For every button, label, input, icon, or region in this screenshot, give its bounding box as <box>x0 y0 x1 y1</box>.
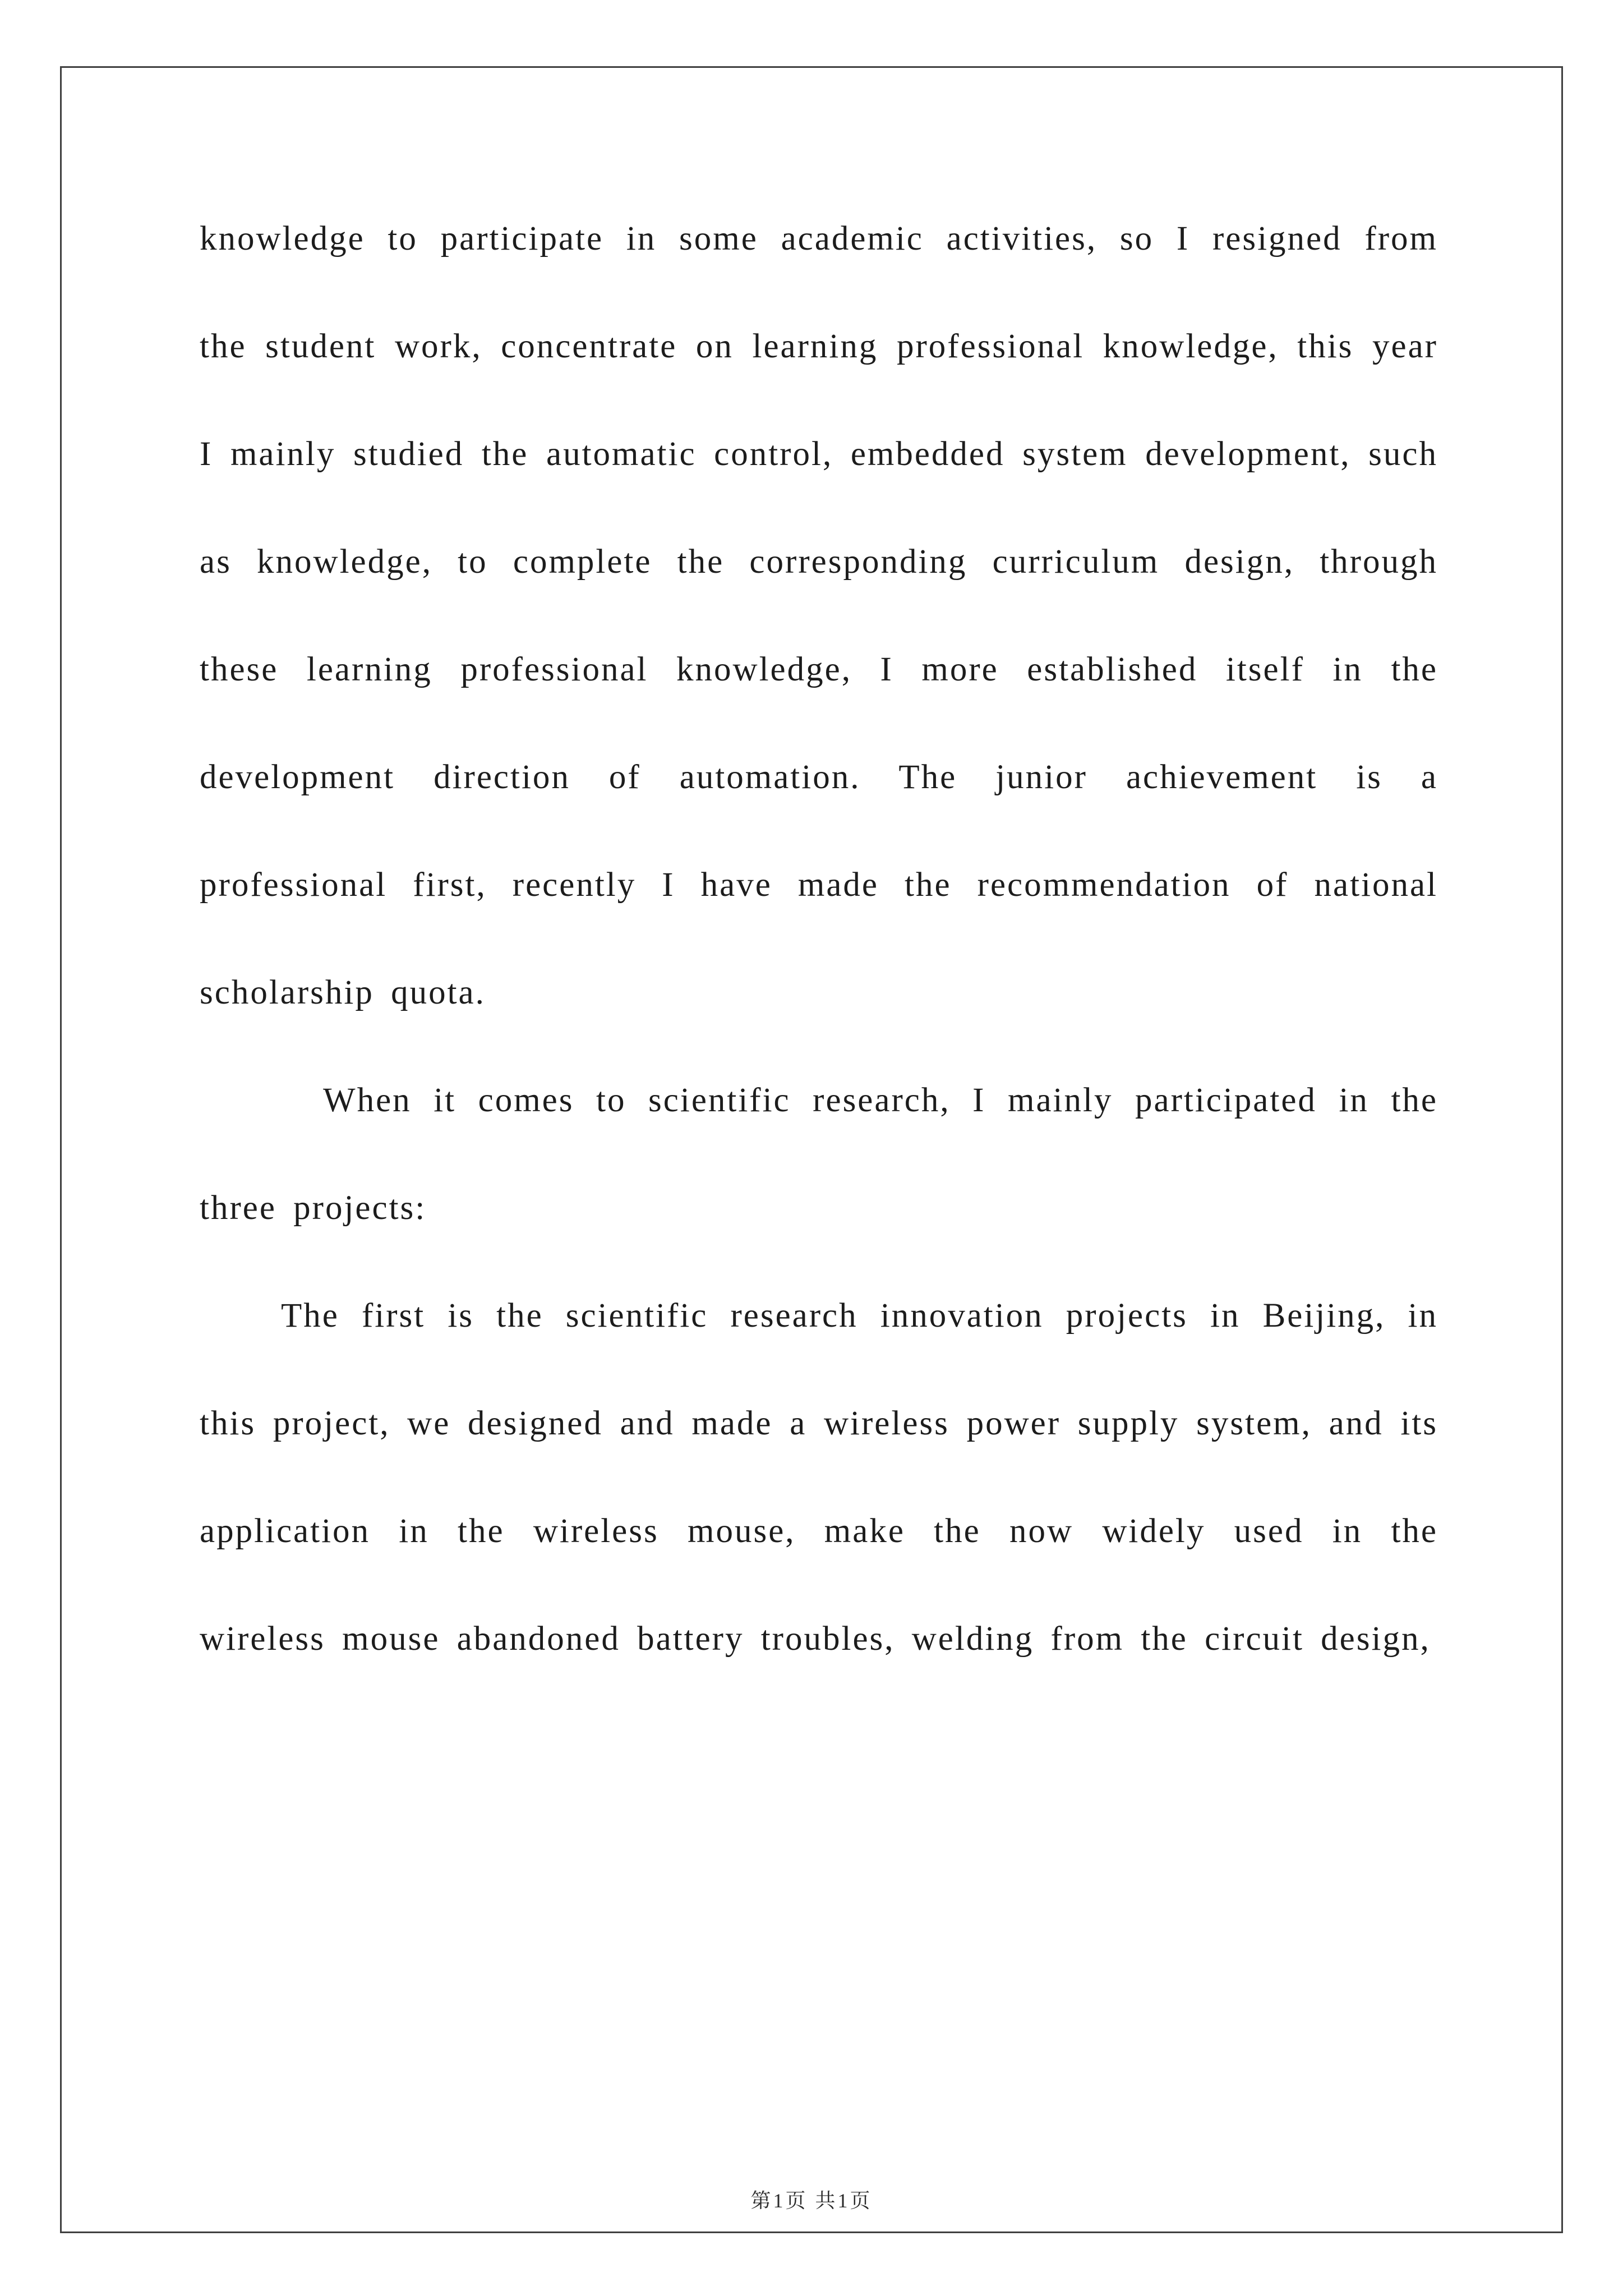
paragraph: The first is the scientific research innovation projects in Beijing, in this project, we designed and made a wireless power supply system, and its application in the wireless mouse, make the now widely used in the wireless mouse abandoned battery troubles, welding from the circuit design, <box>200 1297 1438 1658</box>
paragraph: knowledge to participate in some academic activities, so I resigned from the student work, concentrate on learning professional knowledge, this year I mainly studied the automatic control, embedded system development, such as knowledge, to complete the corresponding curriculum design, through these learning professional knowledge, I more established itself in the development direction of automation. The junior achievement is a professional first, recently I have made the recommendation of national scholarship quota. <box>200 220 1438 1011</box>
page-content <box>200 185 1438 1693</box>
page-footer: 第1页 共1页 <box>750 2189 873 2212</box>
paragraph: When it comes to scientific research, I mainly participated in the three projects: <box>200 1082 1438 1227</box>
